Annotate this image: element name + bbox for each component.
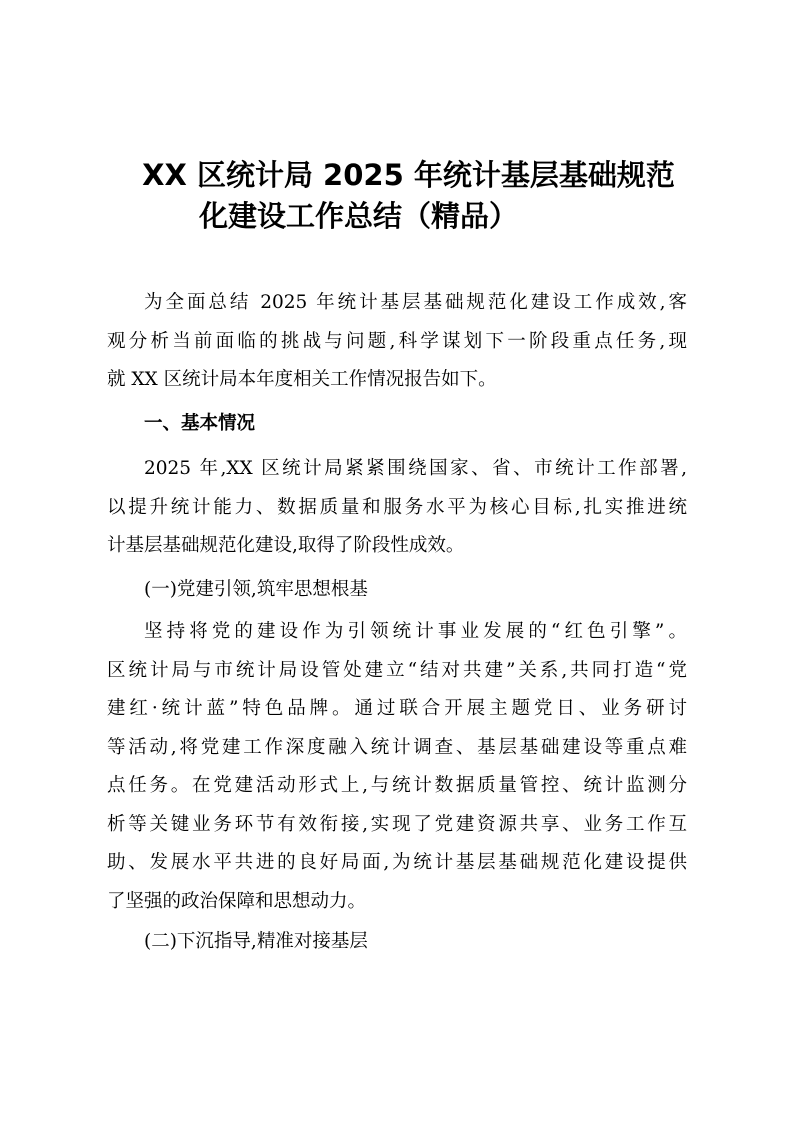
section-1-heading: 一、基本情况: [144, 413, 256, 434]
subsection-1-line: 助、发展水平共进的良好局面,为统计基层基础规范化建设提供: [107, 852, 687, 873]
section-1-line: 以提升统计能力、数据质量和服务水平为核心目标,扎实推进统: [107, 496, 687, 518]
intro-paragraph: [107, 284, 687, 400]
intro-line: 观分析当前面临的挑战与问题,科学谋划下一阶段重点任务,现: [107, 330, 687, 352]
section-1-line: 计基层基础规范化建设,取得了阶段性成效。: [107, 535, 465, 556]
subsection-2-heading: (二)下沉指导,精准对接基层: [144, 931, 368, 952]
document-title-line-2: 化建设工作总结（精品）: [198, 199, 518, 233]
subsection-1-line: 等活动,将党建工作深度融入统计调查、基层基础建设等重点难: [107, 736, 687, 758]
subsection-1-line: 了坚强的政治保障和思想动力。: [107, 890, 367, 912]
document-title-line-1: XX 区统计局 2025 年统计基层基础规范: [142, 158, 675, 192]
subsection-1-line: 析等关键业务环节有效衔接,实现了党建资源共享、业务工作互: [107, 813, 687, 835]
subsection-1-line: 坚持将党的建设作为引领统计事业发展的“红色引擎”。: [144, 621, 687, 642]
subsection-1-heading: (一)党建引领,筑牢思想根基: [144, 579, 368, 600]
intro-line: 就 XX 区统计局本年度相关工作情况报告如下。: [107, 369, 497, 390]
intro-line: 为全面总结 2025 年统计基层基础规范化建设工作成效,客: [144, 292, 687, 313]
section-1-paragraph: [107, 450, 687, 566]
subsection-1-paragraph: [107, 613, 687, 921]
subsection-1-line: 点任务。在党建活动形式上,与统计数据质量管控、统计监测分: [107, 775, 687, 796]
subsection-1-line: 建红·统计蓝”特色品牌。通过联合开展主题党日、业务研讨: [107, 698, 687, 719]
subsection-1-line: 区统计局与市统计局设管处建立“结对共建”关系,共同打造“党: [107, 659, 687, 681]
section-1-line: 2025 年,XX 区统计局紧紧围绕国家、省、市统计工作部署,: [144, 458, 687, 479]
